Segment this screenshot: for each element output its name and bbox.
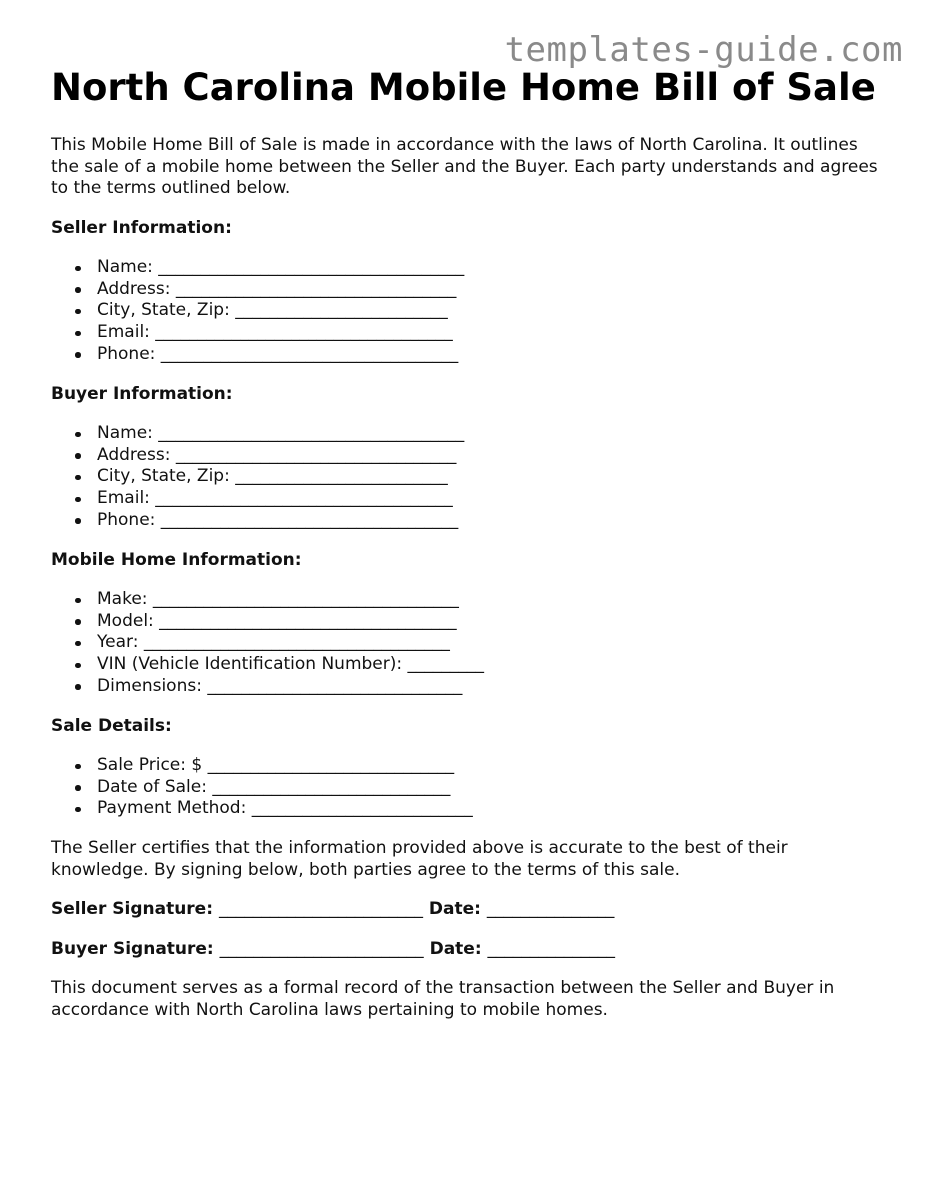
- sale-details-heading: Sale Details:: [51, 715, 172, 736]
- watermark: templates-guide.com: [504, 30, 903, 70]
- certification-paragraph: The Seller certifies that the information provided above is accurate to the best of their knowledge. By signing below, both parties agree to the terms of this sale.: [51, 838, 788, 880]
- buyer-city-state-zip-field[interactable]: City, State, Zip: _________________________: [97, 466, 881, 488]
- mobile-home-information-heading: Mobile Home Information:: [51, 549, 302, 570]
- buyer-fields-list: [51, 423, 881, 532]
- seller-signature-label: Seller Signature:: [51, 899, 214, 920]
- seller-date-field[interactable]: _______________: [486, 899, 615, 920]
- document-title: North Carolina Mobile Home Bill of Sale: [51, 66, 876, 109]
- seller-name-field[interactable]: Name: ____________________________________: [97, 257, 881, 279]
- buyer-name-field[interactable]: Name: ____________________________________: [97, 423, 881, 445]
- seller-information-heading: Seller Information:: [51, 217, 232, 238]
- document-body: [51, 66, 881, 1021]
- seller-signature-field[interactable]: ________________________: [218, 899, 423, 920]
- home-dimensions-field[interactable]: Dimensions: ______________________________: [97, 676, 881, 698]
- home-make-field[interactable]: Make: ____________________________________: [97, 589, 881, 611]
- seller-city-state-zip-field[interactable]: City, State, Zip: _________________________: [97, 300, 881, 322]
- home-model-field[interactable]: Model: ___________________________________: [97, 611, 881, 633]
- buyer-phone-field[interactable]: Phone: ___________________________________: [97, 510, 881, 532]
- home-year-field[interactable]: Year: ____________________________________: [97, 632, 881, 654]
- seller-email-field[interactable]: Email: ___________________________________: [97, 322, 881, 344]
- mobile-home-fields-list: [51, 589, 881, 698]
- buyer-email-field[interactable]: Email: ___________________________________: [97, 488, 881, 510]
- home-vin-field[interactable]: VIN (Vehicle Identification Number): _________: [97, 654, 881, 676]
- seller-address-field[interactable]: Address: _________________________________: [97, 279, 881, 301]
- buyer-signature-line: [51, 939, 881, 961]
- seller-signature-line: [51, 899, 881, 921]
- payment-method-field[interactable]: Payment Method: __________________________: [97, 798, 881, 820]
- seller-fields-list: [51, 257, 881, 366]
- buyer-address-field[interactable]: Address: _________________________________: [97, 445, 881, 467]
- seller-date-label: Date:: [428, 899, 481, 920]
- buyer-date-label: Date:: [429, 938, 482, 959]
- sale-price-field[interactable]: Sale Price: $ _____________________________: [97, 755, 881, 777]
- buyer-information-heading: Buyer Information:: [51, 383, 233, 404]
- closing-paragraph: This document serves as a formal record of the transaction between the Seller and Buyer in accordance with North Carolina laws pertaining to mobile homes.: [51, 978, 835, 1020]
- buyer-date-field[interactable]: _______________: [487, 938, 616, 959]
- seller-phone-field[interactable]: Phone: ___________________________________: [97, 344, 881, 366]
- sale-details-fields-list: [51, 755, 881, 820]
- buyer-signature-label: Buyer Signature:: [51, 938, 214, 959]
- intro-paragraph: This Mobile Home Bill of Sale is made in accordance with the laws of North Carolina. It outlines the sale of a mobile home between the Seller and the Buyer. Each party understands and agrees to the terms outlined below.: [51, 135, 878, 198]
- sale-date-field[interactable]: Date of Sale: ____________________________: [97, 777, 881, 799]
- buyer-signature-field[interactable]: ________________________: [219, 938, 424, 959]
